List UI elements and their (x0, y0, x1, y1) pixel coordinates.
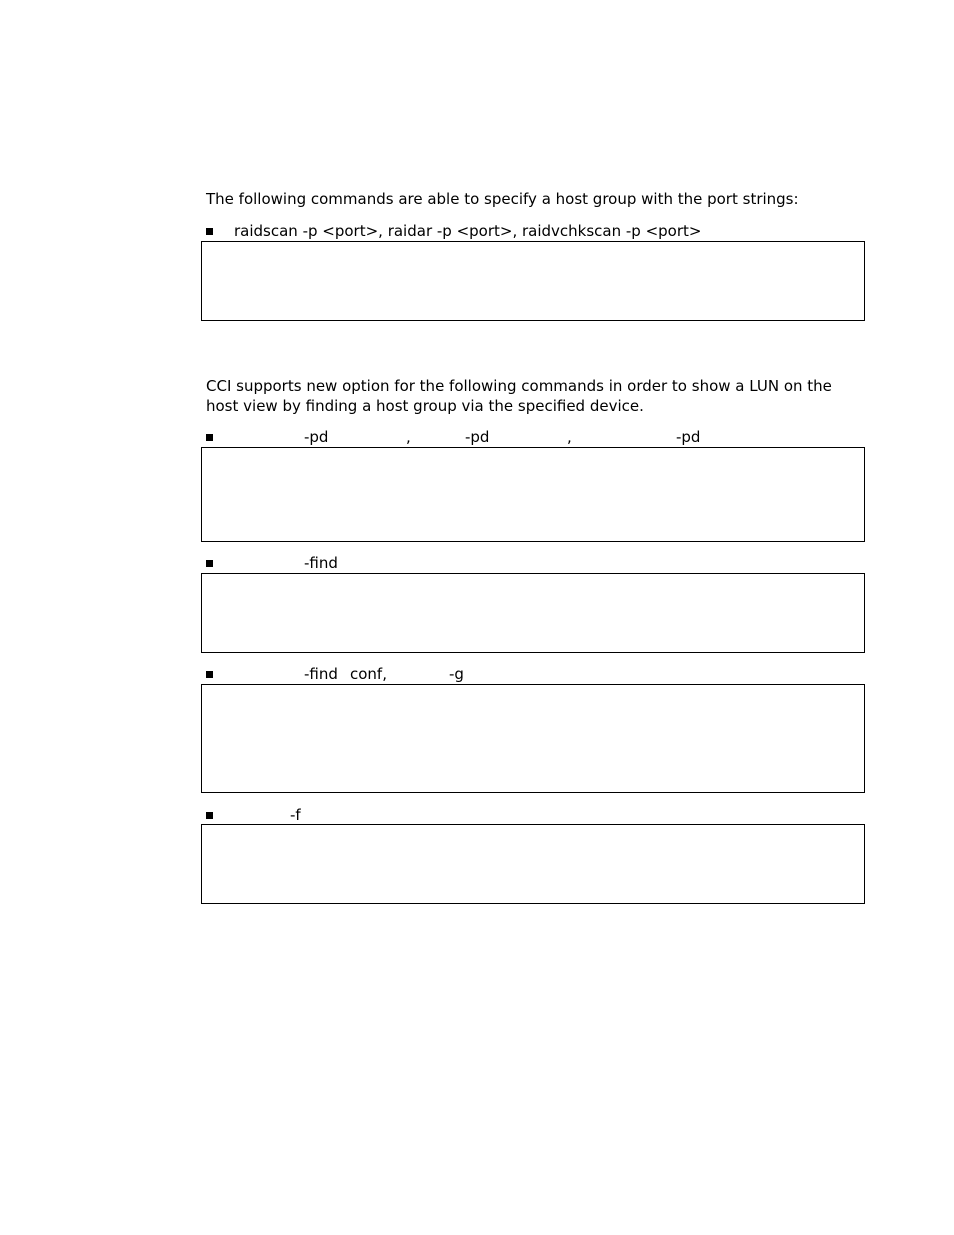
option-pd: -pd (465, 428, 490, 446)
example-box-find-conf (201, 684, 865, 793)
separator-comma: , (567, 428, 572, 446)
option-conf: conf, (350, 665, 387, 683)
option-pd: -pd (304, 428, 329, 446)
example-box-port (201, 241, 865, 321)
intro-paragraph-lun-host-view: CCI supports new option for the following commands in order to show a LUN on the host view by finding a host group via the specified device. (206, 377, 832, 415)
bullet-find-conf-command (206, 664, 856, 684)
bullet-find-command (206, 553, 856, 573)
example-box-f (201, 824, 865, 904)
bullet-square-icon (206, 434, 213, 441)
intro-paragraph-port-strings: The following commands are able to specify a host group with the port strings: (206, 190, 799, 208)
bullet-square-icon (206, 671, 213, 678)
option-find: -find (304, 665, 338, 683)
bullet-f-command (206, 805, 856, 825)
bullet-square-icon (206, 560, 213, 567)
option-f: -f (290, 806, 301, 824)
bullet-text: raidscan -p <port>, raidar -p <port>, raidvchkscan -p <port> (234, 222, 702, 240)
separator-comma: , (406, 428, 411, 446)
example-box-pd (201, 447, 865, 542)
bullet-square-icon (206, 228, 213, 235)
example-box-find (201, 573, 865, 653)
option-find: -find (304, 554, 338, 572)
bullet-port-commands (206, 221, 856, 241)
bullet-pd-commands (206, 427, 856, 447)
option-pd: -pd (676, 428, 701, 446)
bullet-square-icon (206, 812, 213, 819)
option-g: -g (449, 665, 464, 683)
